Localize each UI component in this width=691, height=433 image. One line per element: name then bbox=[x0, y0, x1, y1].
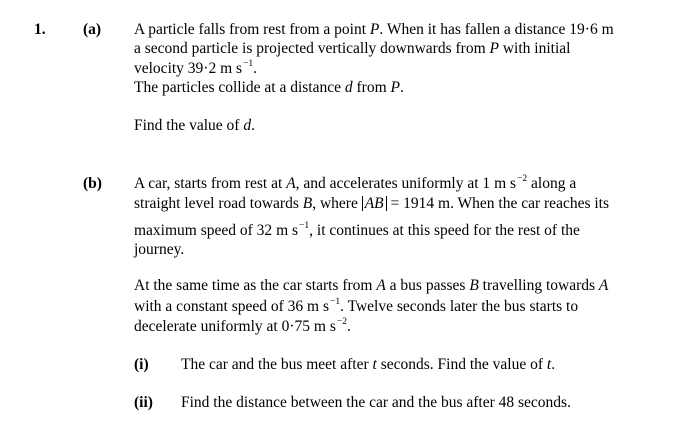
part-b-p1-line-1: A car, starts from rest at A, and accelerates uniformly at 1 m $s^{-2}$ along a bbox=[134, 174, 577, 192]
part-b-p1-line-3: maximum speed of 32 m $s^{-1}$, it continues at this speed for the rest of the bbox=[134, 221, 580, 239]
part-a-label: (a) bbox=[83, 21, 102, 38]
part-a-line-1: A particle falls from rest from a point P. When it has fallen a distance 19·6 m bbox=[134, 21, 614, 38]
sub-i-label: (i) bbox=[134, 356, 149, 373]
sub-ii-text: Find the distance between the car and the bus after 48 seconds. bbox=[181, 394, 571, 411]
part-a-line-4: The particles collide at a distance d from P. bbox=[134, 79, 404, 96]
sub-i-text: The car and the bus meet after t seconds. Find the value of t. bbox=[181, 356, 556, 373]
part-b-p1-line-4: journey. bbox=[134, 241, 185, 258]
part-b-label: (b) bbox=[83, 175, 102, 192]
part-a-line-2: a second particle is projected vertically downwards from P with initial bbox=[134, 40, 571, 57]
part-a-find: Find the value of d. bbox=[134, 117, 255, 134]
part-a-line-3: velocity 39·2 m $s^{-1}$. bbox=[134, 59, 258, 77]
part-b-p2-line-2: with a constant speed of 36 m $s^{-1}$. Twelve seconds later the bus starts to bbox=[134, 297, 579, 315]
abs-ab: AB bbox=[362, 196, 387, 211]
part-b-p2-line-1: At the same time as the car starts from A a bus passes B travelling towards A bbox=[134, 277, 609, 294]
sub-ii-label: (ii) bbox=[134, 394, 153, 411]
question-number: 1. bbox=[34, 21, 46, 38]
part-b-p1-line-2: straight level road towards B, where AB = 1914 m. When the car reaches its bbox=[134, 195, 610, 212]
part-b-p2-line-3: decelerate uniformly at 0·75 m $s^{-2}$. bbox=[134, 317, 351, 335]
